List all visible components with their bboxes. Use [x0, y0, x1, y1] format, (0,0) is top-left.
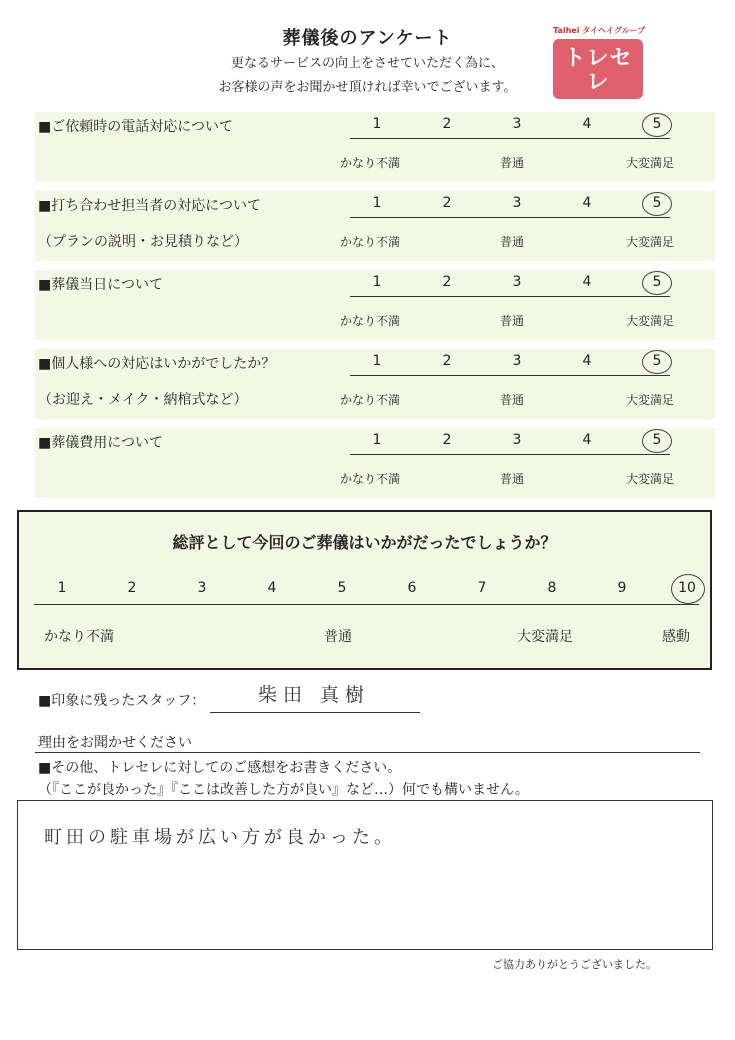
overall-rating-box	[17, 510, 712, 670]
overall-scale-number: 6	[407, 580, 417, 596]
scale-line	[350, 454, 670, 455]
group-name: Taihei タイヘイグループ	[553, 26, 646, 35]
question-label: ■打ち合わせ担当者の対応について	[38, 198, 261, 214]
overall-top-label: 感動	[662, 629, 690, 645]
scale-low-label: かなり不満	[340, 156, 401, 170]
scale-number: 3	[512, 432, 522, 448]
overall-scale-number: 7	[477, 580, 487, 596]
scale-mid-label: 普通	[500, 314, 525, 328]
scale-number: 4	[582, 432, 592, 448]
overall-scale-line	[34, 604, 699, 605]
scale-number: 1	[372, 432, 382, 448]
survey-subtitle-line1: 更なるサービスの向上をさせていただく為に、	[230, 56, 504, 71]
scale-number: 1	[372, 195, 382, 211]
question-label: ■ご依頼時の電話対応について	[38, 119, 233, 135]
scale-mid-label: 普通	[500, 156, 525, 170]
scale-number: 1	[372, 353, 382, 369]
scale-mid-label: 普通	[500, 393, 525, 407]
overall-scale-number: 1	[57, 580, 67, 596]
other-note: （『ここが良かった』『ここは改善した方が良い』など…）何でも構いません。	[38, 782, 529, 798]
scale-number: 4	[582, 353, 592, 369]
question-label: ■個人様への対応はいかがでしたか？	[38, 356, 276, 372]
answer-circle	[642, 271, 672, 295]
overall-scale-number: 3	[197, 580, 207, 596]
scale-number: 5	[652, 353, 662, 369]
scale-low-label: かなり不満	[340, 235, 401, 249]
scale-number: 1	[372, 116, 382, 132]
scale-number: 3	[512, 116, 522, 132]
thanks-note: ご協力ありがとうございました。	[492, 958, 657, 971]
scale-high-label: 大変満足	[626, 235, 675, 249]
overall-scale-number: 10	[678, 580, 696, 596]
scale-number: 4	[582, 274, 592, 290]
logo-badge	[553, 39, 643, 112]
scale-line	[350, 217, 670, 218]
overall-scale-number: 8	[547, 580, 557, 596]
scale-number: 1	[372, 274, 382, 290]
brand-logo	[553, 25, 646, 112]
scale-number: 3	[512, 353, 522, 369]
scale-low-label: かなり不満	[340, 472, 401, 486]
scale-low-label: かなり不満	[340, 314, 401, 328]
scale-line	[350, 296, 670, 297]
staff-underline	[210, 712, 420, 713]
overall-scale-number: 4	[267, 580, 277, 596]
answer-circle	[642, 429, 672, 453]
scale-number: 4	[582, 195, 592, 211]
scale-high-label: 大変満足	[626, 472, 675, 486]
reason-underline	[35, 752, 700, 753]
overall-scale-number: 5	[337, 580, 347, 596]
scale-high-label: 大変満足	[626, 156, 675, 170]
scale-number: 5	[652, 274, 662, 290]
other-label: ■その他、トレセレに対してのご感想をお書きください。	[38, 760, 402, 776]
scale-number: 3	[512, 195, 522, 211]
question-note: （プランの説明・お見積りなど）	[38, 234, 248, 250]
overall-title: 総評として今回のご葬儀はいかがだったでしょうか？	[172, 533, 557, 552]
overall-scale-number: 9	[617, 580, 627, 596]
comment-box	[17, 800, 713, 950]
overall-high-label: 大変満足	[517, 629, 573, 645]
scale-number: 4	[582, 116, 592, 132]
scale-number: 5	[652, 195, 662, 211]
scale-mid-label: 普通	[500, 472, 525, 486]
answer-circle	[642, 350, 672, 374]
scale-low-label: かなり不満	[340, 393, 401, 407]
survey-subtitle-line2: お客様の声をお聞かせ頂ければ幸いでございます。	[218, 80, 517, 95]
brand-tagline: 安心葬儀	[576, 99, 620, 112]
reason-label: 理由をお聞かせください	[38, 735, 192, 751]
brand-name: トレセレ	[563, 46, 633, 95]
scale-number: 2	[442, 274, 452, 290]
scale-high-label: 大変満足	[626, 393, 675, 407]
scale-number: 5	[652, 116, 662, 132]
question-label: ■葬儀費用について	[38, 435, 163, 451]
scale-number: 2	[442, 116, 452, 132]
overall-answer-circle	[671, 574, 705, 604]
scale-number: 3	[512, 274, 522, 290]
scale-mid-label: 普通	[500, 235, 525, 249]
overall-low-label: かなり不満	[44, 629, 114, 645]
staff-name-handwritten: 柴田 真樹	[258, 684, 371, 706]
scale-number: 2	[442, 353, 452, 369]
answer-circle	[642, 192, 672, 216]
scale-high-label: 大変満足	[626, 314, 675, 328]
question-label: ■葬儀当日について	[38, 277, 163, 293]
overall-mid-label: 普通	[324, 629, 352, 645]
scale-line	[350, 138, 670, 139]
scale-number: 5	[652, 432, 662, 448]
comment-handwritten: 町田の駐車場が広い方が良かった。	[44, 827, 396, 848]
answer-circle	[642, 113, 672, 137]
scale-number: 2	[442, 195, 452, 211]
staff-label: ■印象に残ったスタッフ：	[38, 693, 206, 709]
scale-number: 2	[442, 432, 452, 448]
overall-scale-number: 2	[127, 580, 137, 596]
scale-line	[350, 375, 670, 376]
question-note: （お迎え・メイク・納棺式など）	[38, 392, 248, 408]
survey-title: 葬儀後のアンケート	[282, 28, 453, 49]
